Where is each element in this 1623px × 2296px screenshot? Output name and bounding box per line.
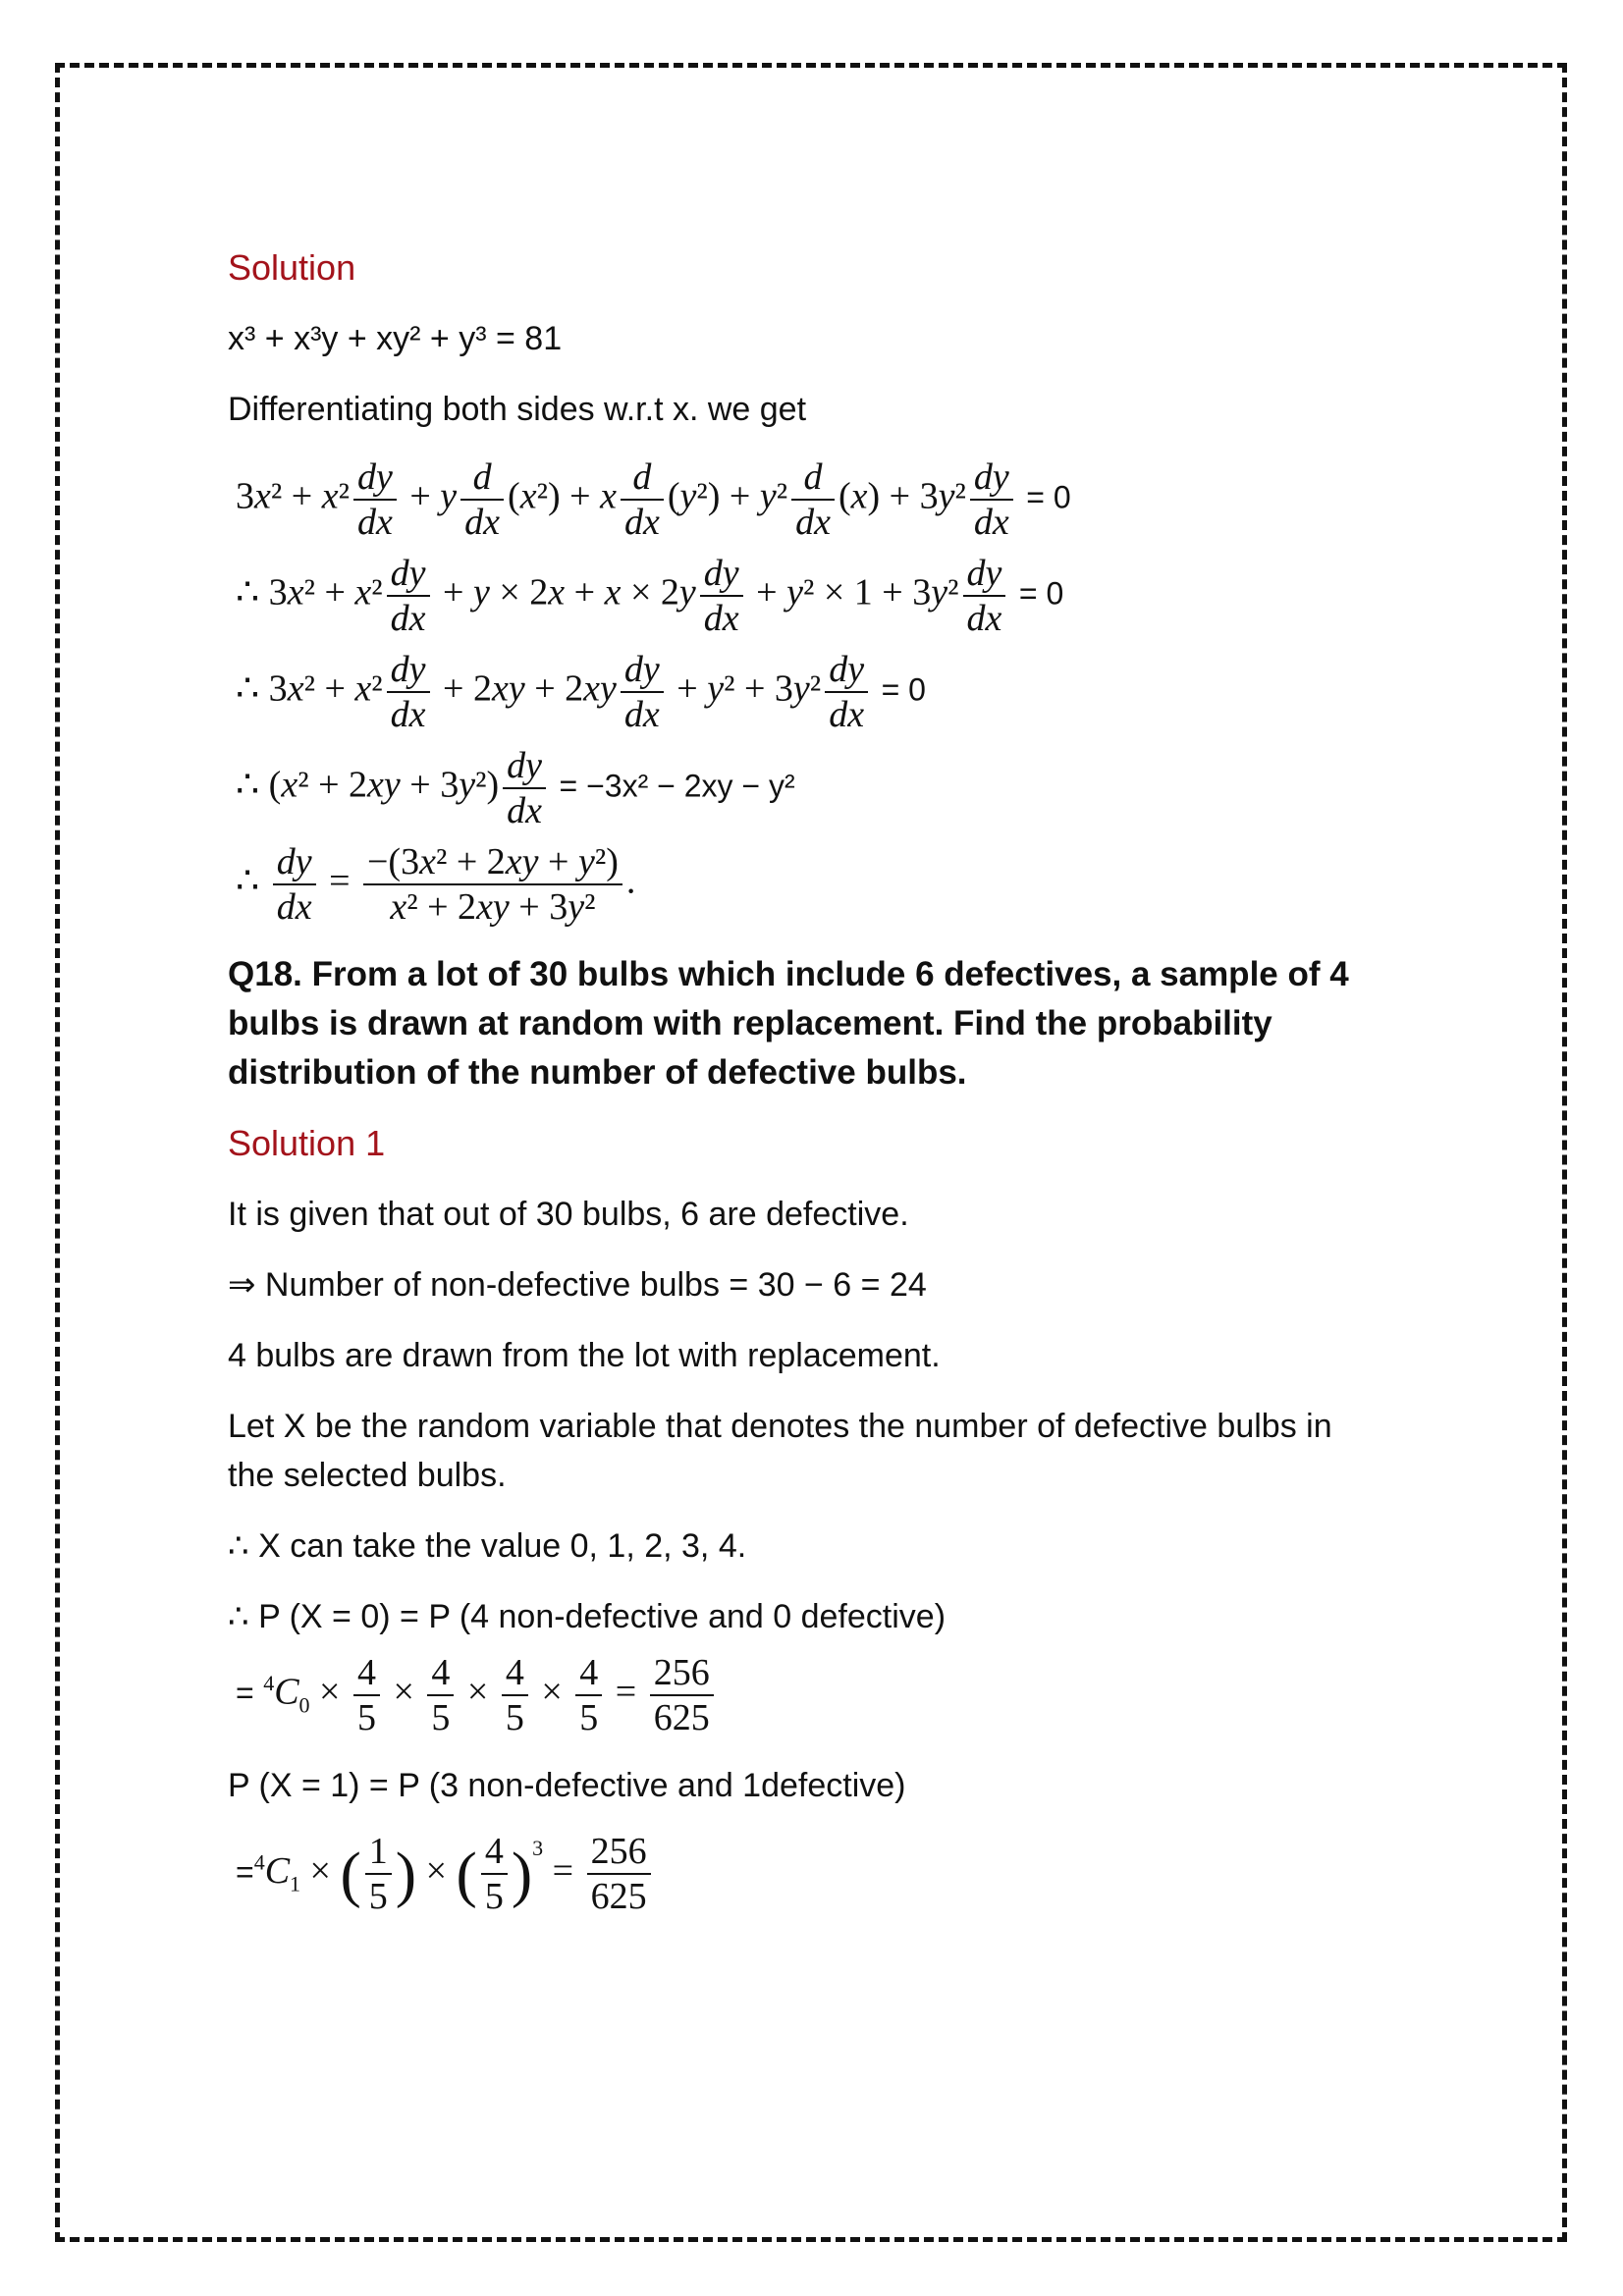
text-line-4: Let X be the random variable that denotes the number of defective bulbs in the selected bulbs. <box>228 1408 1332 1494</box>
text-line-1: It is given that out of 30 bulbs, 6 are defective. <box>228 1196 909 1233</box>
solution-1-heading: Solution 1 <box>228 1123 386 1163</box>
text-line-2: ⇒ Number of non-defective bulbs = 30 − 6 = 24 <box>228 1266 927 1304</box>
probability-x0-equation: = $^4C_0$ × $\frac{4}{5}$ × $\frac{4}{5}$ × $\frac{4}{5}$ × $\frac{4}{5}$ = $\frac{256}{625}$ <box>228 1651 1386 1739</box>
equation-line-2: ∴ 3x² + x² $\frac{dy}{dx}$ + y × 2x + x × 2y $\frac{dy}{dx}$ + y² × 1 + 3y² $\frac{dy}{dx}$ = 0 <box>236 553 1064 639</box>
equation-line-5: ∴ $\frac{dy}{dx}$ = $\frac{\text{−(3x² + 2xy + y²)}}{\text{x² + 2xy + 3y²}}$ . <box>236 841 636 928</box>
text-line-6: ∴ P (X = 0) = P (4 non-defective and 0 defective) <box>228 1598 947 1635</box>
p0-numerator: 256 <box>650 1651 714 1696</box>
text-line-5: ∴ X can take the value 0, 1, 2, 3, 4. <box>228 1527 747 1565</box>
p0-denominator: 625 <box>653 1697 710 1738</box>
text-line-7: P (X = 1) = P (3 non-defective and 1defective) <box>228 1767 906 1804</box>
given-equation: x³ + x³y + xy² + y³ = 81 <box>228 320 563 357</box>
equation-4-rhs: = −3x² − 2xy − y² <box>559 768 795 804</box>
question-18: Q18. From a lot of 30 bulbs which include 6 defectives, a sample of 4 bulbs is drawn at random with replacement. Find the probability distribution of the number of defective bulbs. <box>228 955 1349 1092</box>
equation-line-4: ∴ (x² + 2xy + 3y²) $\frac{dy}{dx}$ = −3x² − 2xy − y² <box>236 745 795 831</box>
equals-zero-1: = 0 <box>1026 479 1071 515</box>
equation-line-3: ∴ 3x² + x² $\frac{dy}{dx}$ + 2xy + 2xy $\frac{dy}{dx}$ + y² + 3y² $\frac{dy}{dx}$ = 0 <box>236 649 926 735</box>
document-content <box>228 243 1386 1918</box>
p1-numerator: 256 <box>587 1830 651 1875</box>
equals-zero-3: = 0 <box>881 671 926 708</box>
differentiation-note: Differentiating both sides w.r.t x. we get <box>228 391 807 428</box>
probability-x1-equation: $=^4C_1$ × ( $\frac{1}{5}$ ) × ( $\frac{4}{5}$ )$^3$ = $\frac{256}{625}$ <box>228 1824 1386 1918</box>
solution-heading: Solution <box>228 247 356 288</box>
text-line-3: 4 bulbs are drawn from the lot with replacement. <box>228 1337 941 1374</box>
p1-denominator: 625 <box>590 1876 647 1918</box>
equals-zero-2: = 0 <box>1018 575 1064 612</box>
equation-line-1: 3x² + x² $\frac{dy}{dx}$ + y $\frac{d}{dx}$ (x²) + x $\frac{d}{dx}$ (y²) + y² $\frac{d}{dx}$ (x) + 3y² $\frac{dy}{dx}$ = 0 <box>236 456 1071 543</box>
